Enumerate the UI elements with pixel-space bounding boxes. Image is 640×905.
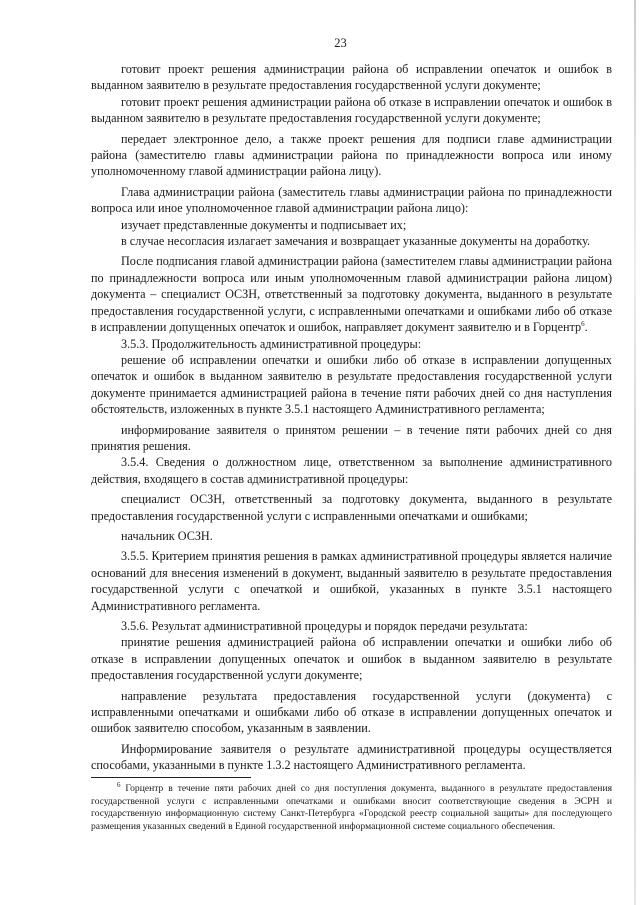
footnote-divider <box>91 777 251 778</box>
paragraph: направление результата предоставления государственной услуги (документа) с исправленными опечатками и ошибками либо об отказе в исправлении допущенных опечаток и ошибок заявителю способом, указанным в заявлении. <box>91 688 612 736</box>
paragraph: 3.5.6. Результат административной процедуры и порядок передачи результата: <box>121 619 528 633</box>
paragraph: готовит проект решения администрации района об исправлении опечаток и ошибок в выданном заявителю в результате предоставления государственной услуги документе; <box>91 62 612 93</box>
paragraph: 3.5.4. Сведения о должностном лице, ответственном за выполнение административного действия, входящего в состав административной процедуры: <box>91 455 612 486</box>
footnote-marker: 6 <box>117 780 121 789</box>
paragraph: специалист ОСЗН, ответственный за подготовку документа, выданного в результате предоставления государственной услуги с исправленными опечатками и ошибками; <box>91 492 612 523</box>
paragraph-text: После подписания главой администрации района (заместителем главы администрации района по принадлежности вопроса или иным уполномоченным главой администрации района лицом) документа – специалист ОСЗН, ответственный за подготовку документа, выданного в результате предоставления государственной услуги, с исправленными опечатками и ошибками либо об отказе в исправлении допущенных опечаток и ошибок, направляет документ заявителю и в Горцентр <box>91 254 612 335</box>
paragraph: в случае несогласия излагает замечания и возвращает указанные документы на доработку. <box>121 234 591 249</box>
paragraph: решение об исправлении опечатки и ошибки либо об отказе в исправлении допущенных опечаток и ошибок в выданном заявителю в результате предоставления государственной услуги документе принимается администрацией района в течение пяти рабочих дней со дня наступления обстоятельств, изложенных в пункте 3.5.1 настоящего Административного регламента; <box>91 352 612 417</box>
footnote <box>91 780 612 833</box>
paragraph: изучает представленные документы и подписывает их; <box>121 217 407 232</box>
page-number: 23 <box>334 36 347 50</box>
paragraph: Глава администрации района (заместитель главы администрации района по принадлежности вопроса или иное уполномоченное главой администрации района лицо): <box>91 184 612 216</box>
paragraph: Информирование заявителя о результате административной процедуры осуществляется способами, указанными в пункте 1.3.2 настоящего Административного регламента. <box>91 741 612 773</box>
footnote-text: Горцентр в течение пяти рабочих дней со дня поступления документа, выданного в результате предоставления государственной услуги с исправленными опечатками и ошибками вносит соответствующие сведения в ЭСРН и государственную информационную систему Санкт-Петербурга «Городской реестр социальной защиты» для последующего размещения указанных сведений в Единой государственной информационной системе социального обеспечения. <box>91 783 612 832</box>
paragraph: готовит проект решения администрации района об отказе в исправлении опечаток и ошибок в выданном заявителю в результате предоставления государственной услуги документе; <box>91 94 612 126</box>
paragraph: 3.5.3. Продолжительность административной процедуры: <box>121 336 422 351</box>
paragraph: передает электронное дело, а также проект решения для подписи главе администрации района (заместителю главы администрации района по принадлежности вопроса или иному уполномоченному главой администрации района лицу). <box>91 131 612 179</box>
document-body <box>91 61 612 774</box>
paragraph: начальник ОСЗН. <box>121 528 213 543</box>
scan-edge <box>634 0 636 905</box>
paragraph: информирование заявителя о принятом решении – в течение пяти рабочих дней со дня принятия решения. <box>91 422 612 453</box>
footnote-reference: 6 <box>581 320 585 329</box>
paragraph: принятие решения администрацией района об исправлении опечатки и ошибки либо об отказе в исправлении допущенных опечаток и ошибок в выданном заявителю в результате предоставления государственной услуги документе; <box>91 635 612 683</box>
footnotes <box>91 777 612 833</box>
paragraph: После подписания главой администрации района (заместителем главы администрации района по принадлежности вопроса или иным уполномоченным главой администрации района лицом) документа – специалист ОСЗН, ответственный за подготовку документа, выданного в результате предоставления государственной услуги, с исправленными опечатками и ошибками либо об отказе в исправлении допущенных опечаток и ошибок, направляет документ заявителю и в Горцентр$^6$. <box>91 254 612 335</box>
paragraph: 3.5.5. Критерием принятия решения в рамках административной процедуры является наличие оснований для внесения изменений в документ, выданный заявителю в результате предоставления государственной услуги с опечаткой и ошибкой, указанных в пункте 3.5.1 настоящего Административного регламента. <box>91 549 612 613</box>
